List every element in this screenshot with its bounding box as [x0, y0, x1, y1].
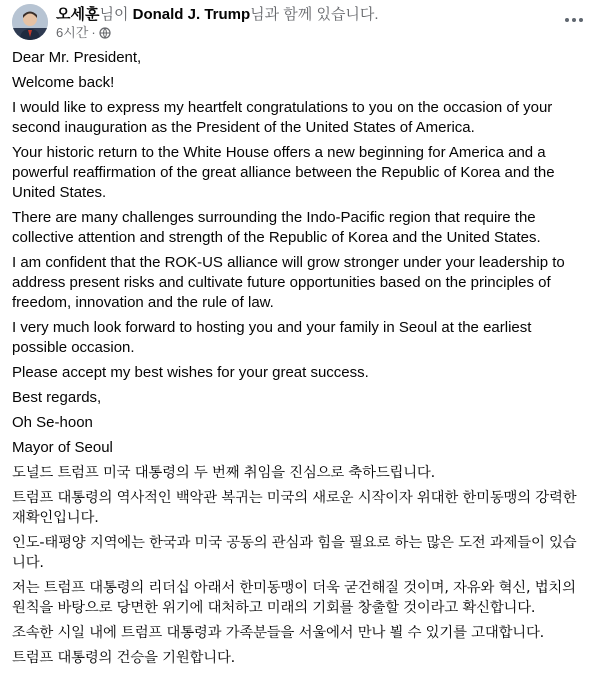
- post-paragraph: 트럼프 대통령의 역사적인 백악관 복귀는 미국의 새로운 시작이자 위대한 한미동맹의 강력한 재확인입니다.: [12, 490, 577, 526]
- post-paragraph: Your historic return to the White House offers a new beginning for America and a powerful reaffirmation of the great alliance between the Republic of Korea and the United States.: [12, 144, 555, 201]
- post-header: [12, 4, 588, 42]
- post-paragraph: I am confident that the ROK-US alliance will grow stronger under your leadership to address present risks and cultivate future opportunities based on the principles of freedom, innovation and the rule of law.: [12, 254, 565, 311]
- more-icon-dot: [572, 18, 576, 22]
- post-paragraph: I very much look forward to hosting you and your family in Seoul at the earliest possible occasion.: [12, 319, 532, 356]
- more-icon-dot: [565, 18, 569, 22]
- post-paragraph: 저는 트럼프 대통령의 리더십 아래서 한미동맹이 더욱 굳건해질 것이며, 자유와 혁신, 법치의 원칙을 바탕으로 당면한 위기에 대처하고 미래의 기회를 창출할 것이라고 확신합니다.: [12, 580, 576, 616]
- post-paragraph: Oh Se-hoon: [12, 414, 93, 431]
- post-title-line: [56, 6, 548, 24]
- post-body: [12, 48, 588, 673]
- with-text: 님과 함께 있습니다.: [250, 6, 379, 23]
- post-paragraph: I would like to express my heartfelt congratulations to you on the occasion of your second inauguration as the President of the United States of America.: [12, 99, 553, 136]
- post-paragraph: There are many challenges surrounding the Indo-Pacific region that require the collective attention and strength of the Republic of Korea and the United States.: [12, 209, 541, 246]
- post-header-text: [56, 6, 548, 41]
- globe-icon[interactable]: [99, 27, 111, 39]
- avatar[interactable]: [12, 4, 48, 40]
- post-paragraph: Best regards,: [12, 389, 102, 406]
- post-timestamp[interactable]: 6시간: [56, 25, 89, 40]
- meta-separator: ·: [91, 25, 96, 40]
- more-options-button[interactable]: [560, 10, 588, 30]
- post-paragraph: Dear Mr. President,: [12, 49, 142, 66]
- tagged-person-link[interactable]: Donald J. Trump: [132, 6, 251, 23]
- post-paragraph: Please accept my best wishes for your great success.: [12, 364, 369, 381]
- author-name-link[interactable]: 오세훈: [56, 6, 100, 23]
- profile-photo: [12, 4, 48, 40]
- more-icon-dot: [579, 18, 583, 22]
- post-paragraph: 트럼프 대통령의 건승을 기원합니다.: [12, 650, 236, 666]
- post-paragraph: Mayor of Seoul: [12, 439, 113, 456]
- post-paragraph: 인도-태평양 지역에는 한국과 미국 공동의 관심과 힘을 필요로 하는 많은 도전 과제들이 있습니다.: [12, 535, 577, 571]
- post-paragraph: 조속한 시일 내에 트럼프 대통령과 가족분들을 서울에서 만나 뵐 수 있기를 고대합니다.: [12, 625, 545, 641]
- connector-text: 님이: [99, 6, 129, 23]
- post-paragraph: Welcome back!: [12, 74, 115, 91]
- post-meta: [56, 25, 548, 41]
- post-paragraph: 도널드 트럼프 미국 대통령의 두 번째 취임을 진심으로 축하드립니다.: [12, 465, 436, 481]
